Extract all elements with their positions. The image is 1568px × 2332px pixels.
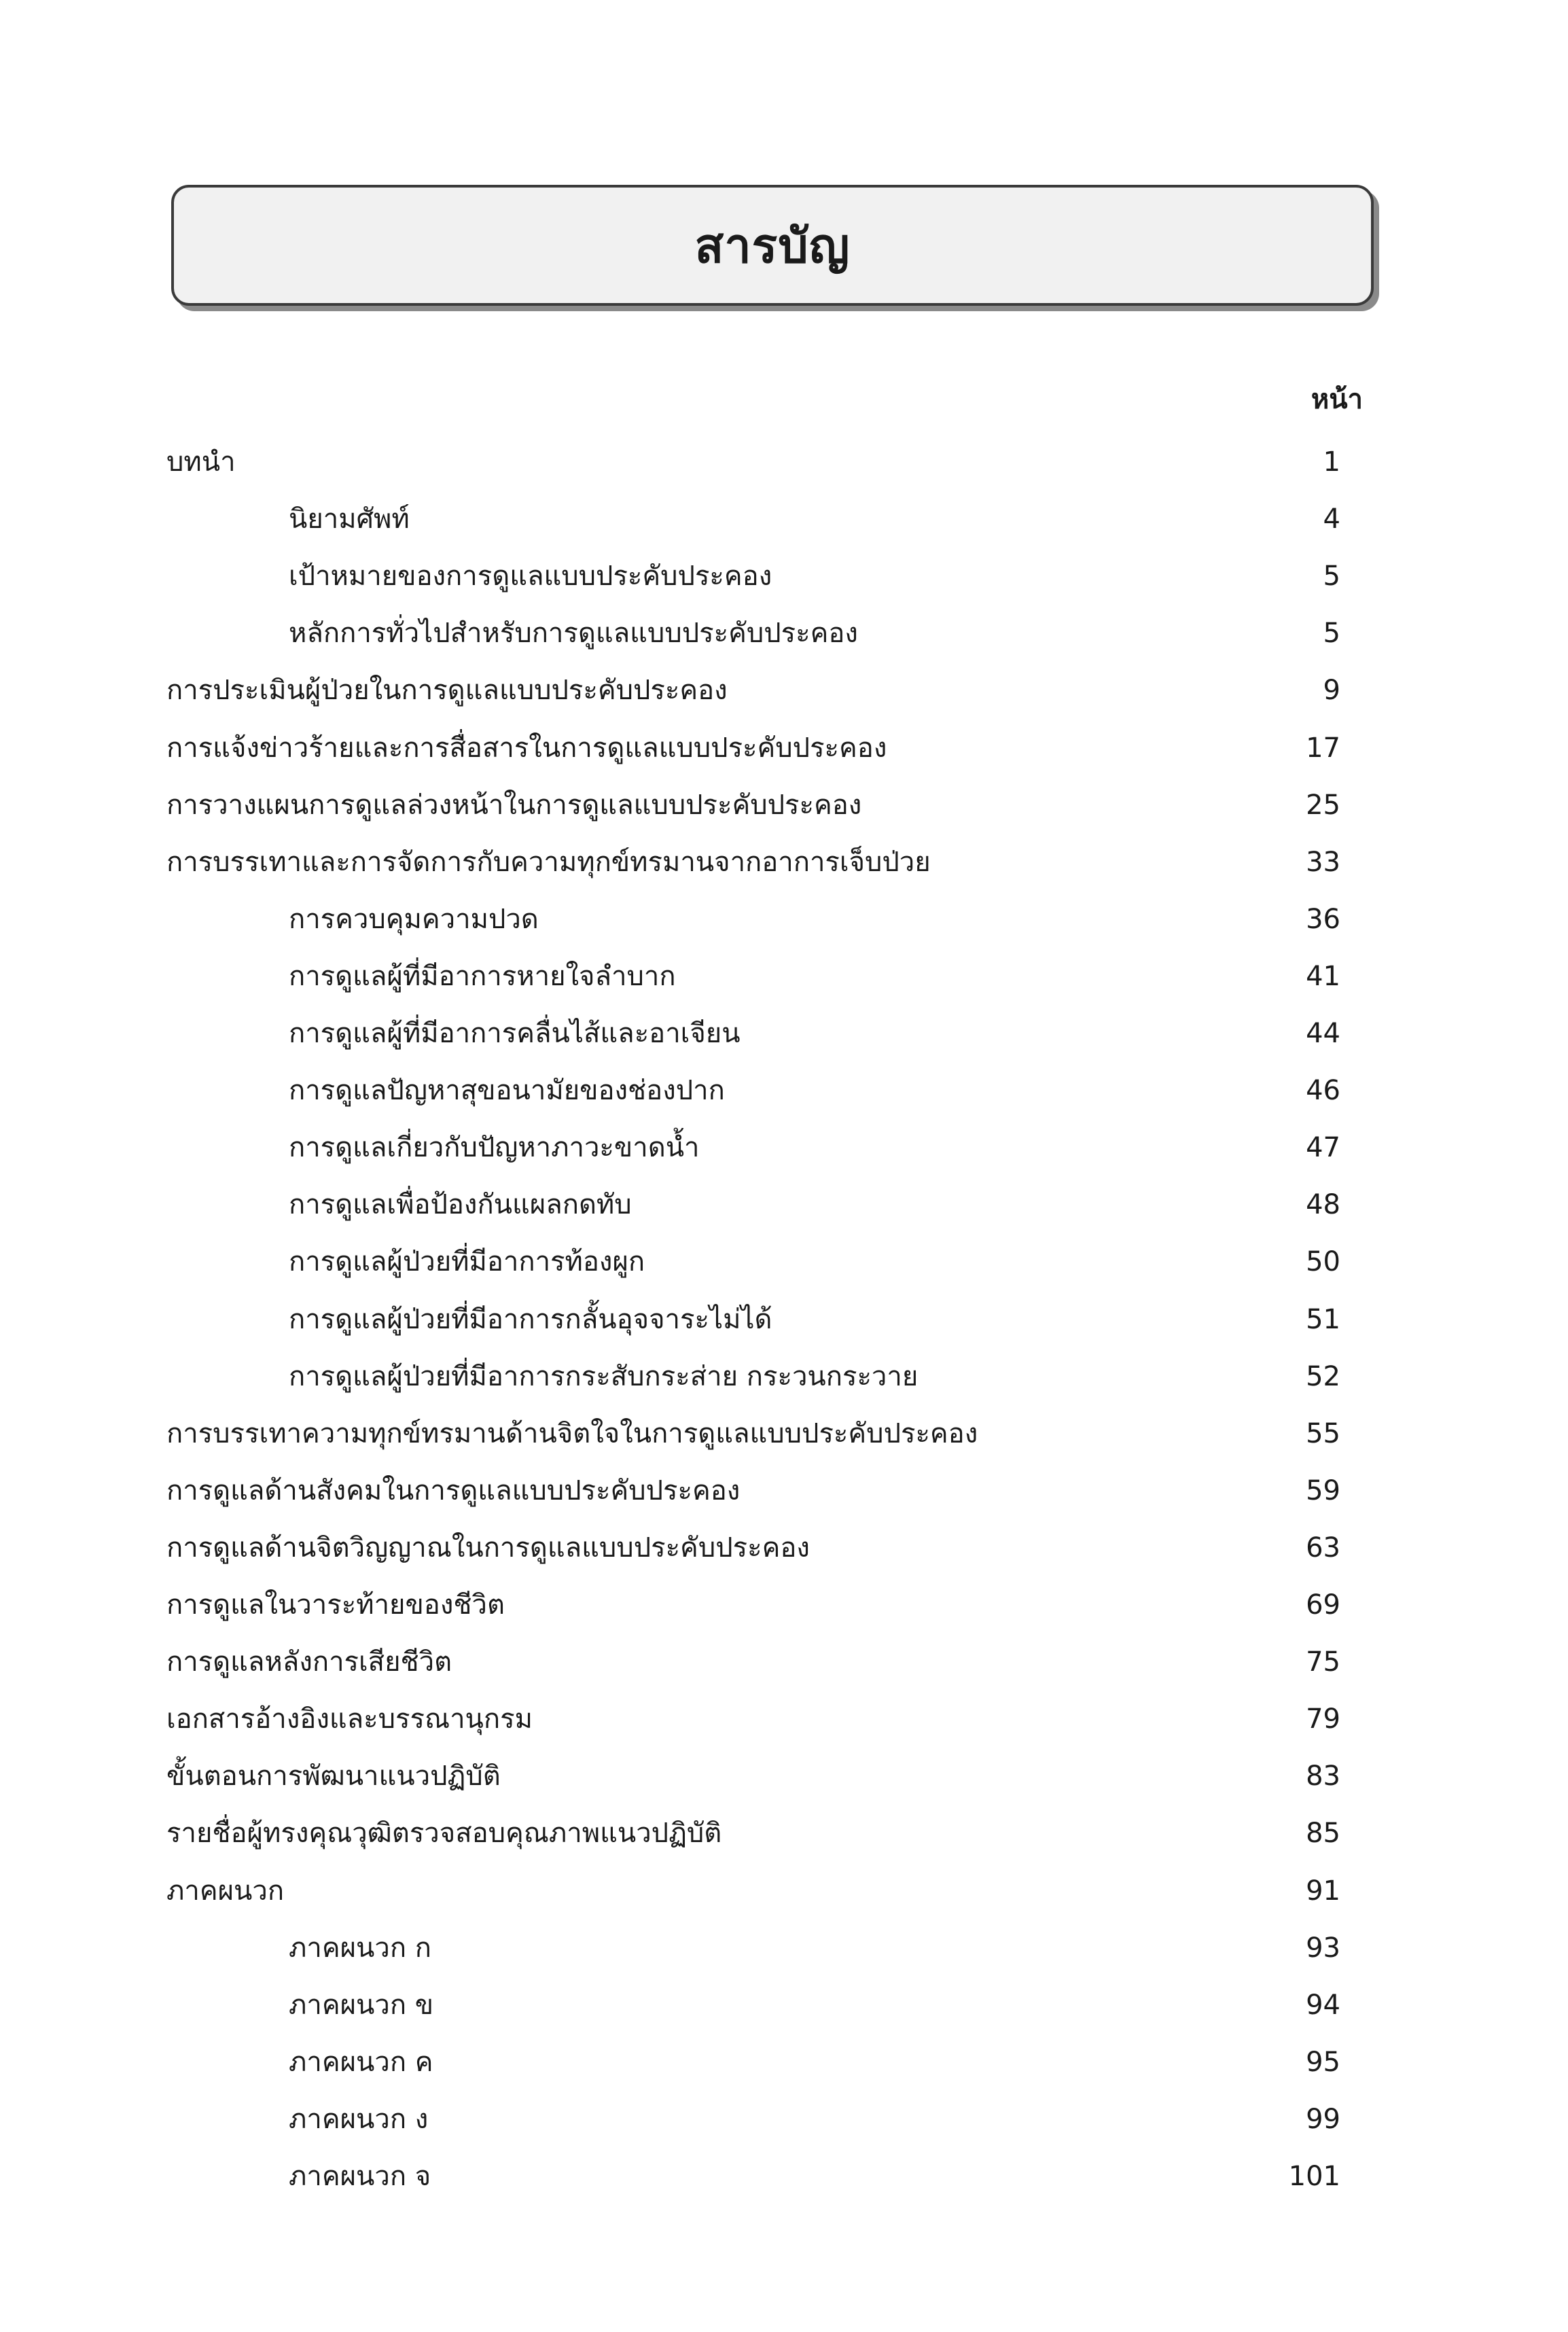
toc-entry: [0, 1119, 1568, 1176]
toc-entry-title: การวางแผนการดูแลล่วงหน้าในการดูแลแบบประคับประคอง: [166, 790, 862, 821]
toc-entry-title: การดูแลผู้ป่วยที่มีอาการกลั้นอุจจาระไม่ได้: [289, 1304, 772, 1335]
toc-entry: [0, 1805, 1568, 1862]
toc-entry-page-number: 55: [1306, 1418, 1340, 1449]
toc-entry-page-number: 101: [1288, 2161, 1340, 2192]
toc-entry: [0, 1748, 1568, 1805]
toc-entry-page-number: 47: [1306, 1132, 1340, 1163]
toc-entry-title: การดูแลด้านสังคมในการดูแลแบบประคับประคอง: [166, 1475, 741, 1506]
toc-entry-page-number: 95: [1306, 2047, 1340, 2078]
toc-entry: [0, 891, 1568, 948]
toc-entry: [0, 1977, 1568, 2034]
toc-entry-page-number: 46: [1306, 1075, 1340, 1106]
toc-entry-page-number: 4: [1323, 504, 1340, 535]
toc-entry-page-number: 41: [1306, 961, 1340, 992]
toc-entry-title: ภาคผนวก จ: [289, 2161, 431, 2192]
toc-entry-page-number: 63: [1306, 1532, 1340, 1564]
toc-entry: [0, 1691, 1568, 1748]
toc-entry: [0, 434, 1568, 491]
toc-entry-title: การดูแลผู้ที่มีอาการหายใจลำบาก: [289, 961, 676, 992]
toc-entry-page-number: 51: [1306, 1304, 1340, 1335]
toc-entry-title: ภาคผนวก ข: [289, 1990, 434, 2021]
toc-entry-page-number: 91: [1306, 1875, 1340, 1907]
toc-entry-title: การแจ้งข่าวร้ายและการสื่อสารในการดูแลแบบประคับประคอง: [166, 732, 887, 764]
toc-entry-page-number: 9: [1323, 675, 1340, 706]
toc-entry-title: เอกสารอ้างอิงและบรรณานุกรม: [166, 1703, 533, 1735]
toc-entry-title: การดูแลหลังการเสียชีวิต: [166, 1646, 452, 1678]
toc-entry-page-number: 52: [1306, 1361, 1340, 1392]
toc-entry: [0, 2034, 1568, 2091]
toc-entry-title: การดูแลผู้ที่มีอาการคลื่นไส้และอาเจียน: [289, 1018, 741, 1049]
toc-entry: [0, 1519, 1568, 1576]
toc-entry-page-number: 48: [1306, 1189, 1340, 1220]
toc-entry-title: นิยามศัพท์: [289, 504, 410, 535]
toc-entry: [0, 1176, 1568, 1233]
page-title: สารบัญ: [694, 217, 851, 274]
toc-entry: [0, 662, 1568, 719]
toc-entry-page-number: 69: [1306, 1589, 1340, 1621]
toc-entry: [0, 1005, 1568, 1062]
toc-entry: [0, 605, 1568, 662]
toc-entry: [0, 1862, 1568, 1920]
toc-entry: [0, 777, 1568, 834]
toc-entry: [0, 1233, 1568, 1290]
toc-entry-page-number: 17: [1306, 732, 1340, 764]
toc-entry-page-number: 44: [1306, 1018, 1340, 1049]
toc-entry-page-number: 59: [1306, 1475, 1340, 1506]
toc-entry-page-number: 94: [1306, 1990, 1340, 2021]
toc-entry-title: การดูแลเพื่อป้องกันแผลกดทับ: [289, 1189, 632, 1220]
toc-entry-page-number: 5: [1323, 618, 1340, 649]
toc-entry-title: การดูแลด้านจิตวิญญาณในการดูแลแบบประคับประคอง: [166, 1532, 810, 1564]
toc-entry: [0, 1062, 1568, 1119]
toc-entry-title: การดูแลเกี่ยวกับปัญหาภาวะขาดน้ำ: [289, 1132, 700, 1163]
toc-entry: [0, 548, 1568, 605]
toc-entry: [0, 2091, 1568, 2148]
toc-entry: [0, 1462, 1568, 1519]
toc-entry: [0, 2148, 1568, 2205]
toc-entry: [0, 491, 1568, 548]
toc-entry-title: การประเมินผู้ป่วยในการดูแลแบบประคับประคอง: [166, 675, 728, 706]
toc-entry-page-number: 83: [1306, 1761, 1340, 1792]
toc-entry-page-number: 50: [1306, 1246, 1340, 1277]
toc-entry: [0, 1633, 1568, 1691]
toc-entry-title: บทนำ: [166, 446, 236, 478]
toc-entry-page-number: 33: [1306, 847, 1340, 878]
toc-entry-page-number: 99: [1306, 2104, 1340, 2135]
toc-entry-title: การดูแลปัญหาสุขอนามัยของช่องปาก: [289, 1075, 725, 1106]
toc-entry: [0, 1920, 1568, 1977]
toc-entry-title: ภาคผนวก ก: [289, 1932, 431, 1964]
toc-entry-page-number: 85: [1306, 1818, 1340, 1849]
toc-entry-page-number: 79: [1306, 1703, 1340, 1735]
toc-entry-page-number: 1: [1323, 446, 1340, 478]
toc-entry-title: ภาคผนวก: [166, 1875, 285, 1907]
toc-entry: [0, 948, 1568, 1005]
toc-entry-page-number: 93: [1306, 1932, 1340, 1964]
toc-entry: [0, 1576, 1568, 1633]
toc-entry-page-number: 36: [1306, 904, 1340, 935]
toc-entry-title: การควบคุมความปวด: [289, 904, 539, 935]
toc-entry-page-number: 25: [1306, 790, 1340, 821]
toc-entry-title: การดูแลในวาระท้ายของชีวิต: [166, 1589, 505, 1621]
toc-entry-title: การบรรเทาและการจัดการกับความทุกข์ทรมานจากอาการเจ็บป่วย: [166, 847, 931, 878]
page-column-header: หน้า: [1311, 384, 1363, 415]
toc-entry-title: ขั้นตอนการพัฒนาแนวปฏิบัติ: [166, 1761, 501, 1792]
toc-entry: [0, 834, 1568, 891]
toc-entry-title: รายชื่อผู้ทรงคุณวุฒิตรวจสอบคุณภาพแนวปฏิบัติ: [166, 1818, 722, 1849]
toc-entry-title: ภาคผนวก ค: [289, 2047, 433, 2078]
toc-entry-title: การดูแลผู้ป่วยที่มีอาการท้องผูก: [289, 1246, 645, 1277]
toc-entry-page-number: 5: [1323, 561, 1340, 592]
toc-entry-title: การบรรเทาความทุกข์ทรมานด้านจิตใจในการดูแลแบบประคับประคอง: [166, 1418, 978, 1449]
toc-entry-title: หลักการทั่วไปสำหรับการดูแลแบบประคับประคอง: [289, 618, 858, 649]
toc-entry-title: ภาคผนวก ง: [289, 2104, 429, 2135]
toc-entry: [0, 1291, 1568, 1348]
toc-entry-title: เป้าหมายของการดูแลแบบประคับประคอง: [289, 561, 772, 592]
toc-entry: [0, 1405, 1568, 1462]
toc-entry-page-number: 75: [1306, 1646, 1340, 1678]
toc-entry: [0, 720, 1568, 777]
toc-entry-title: การดูแลผู้ป่วยที่มีอาการกระสับกระส่าย กระวนกระวาย: [289, 1361, 919, 1392]
toc-entry: [0, 1348, 1568, 1405]
